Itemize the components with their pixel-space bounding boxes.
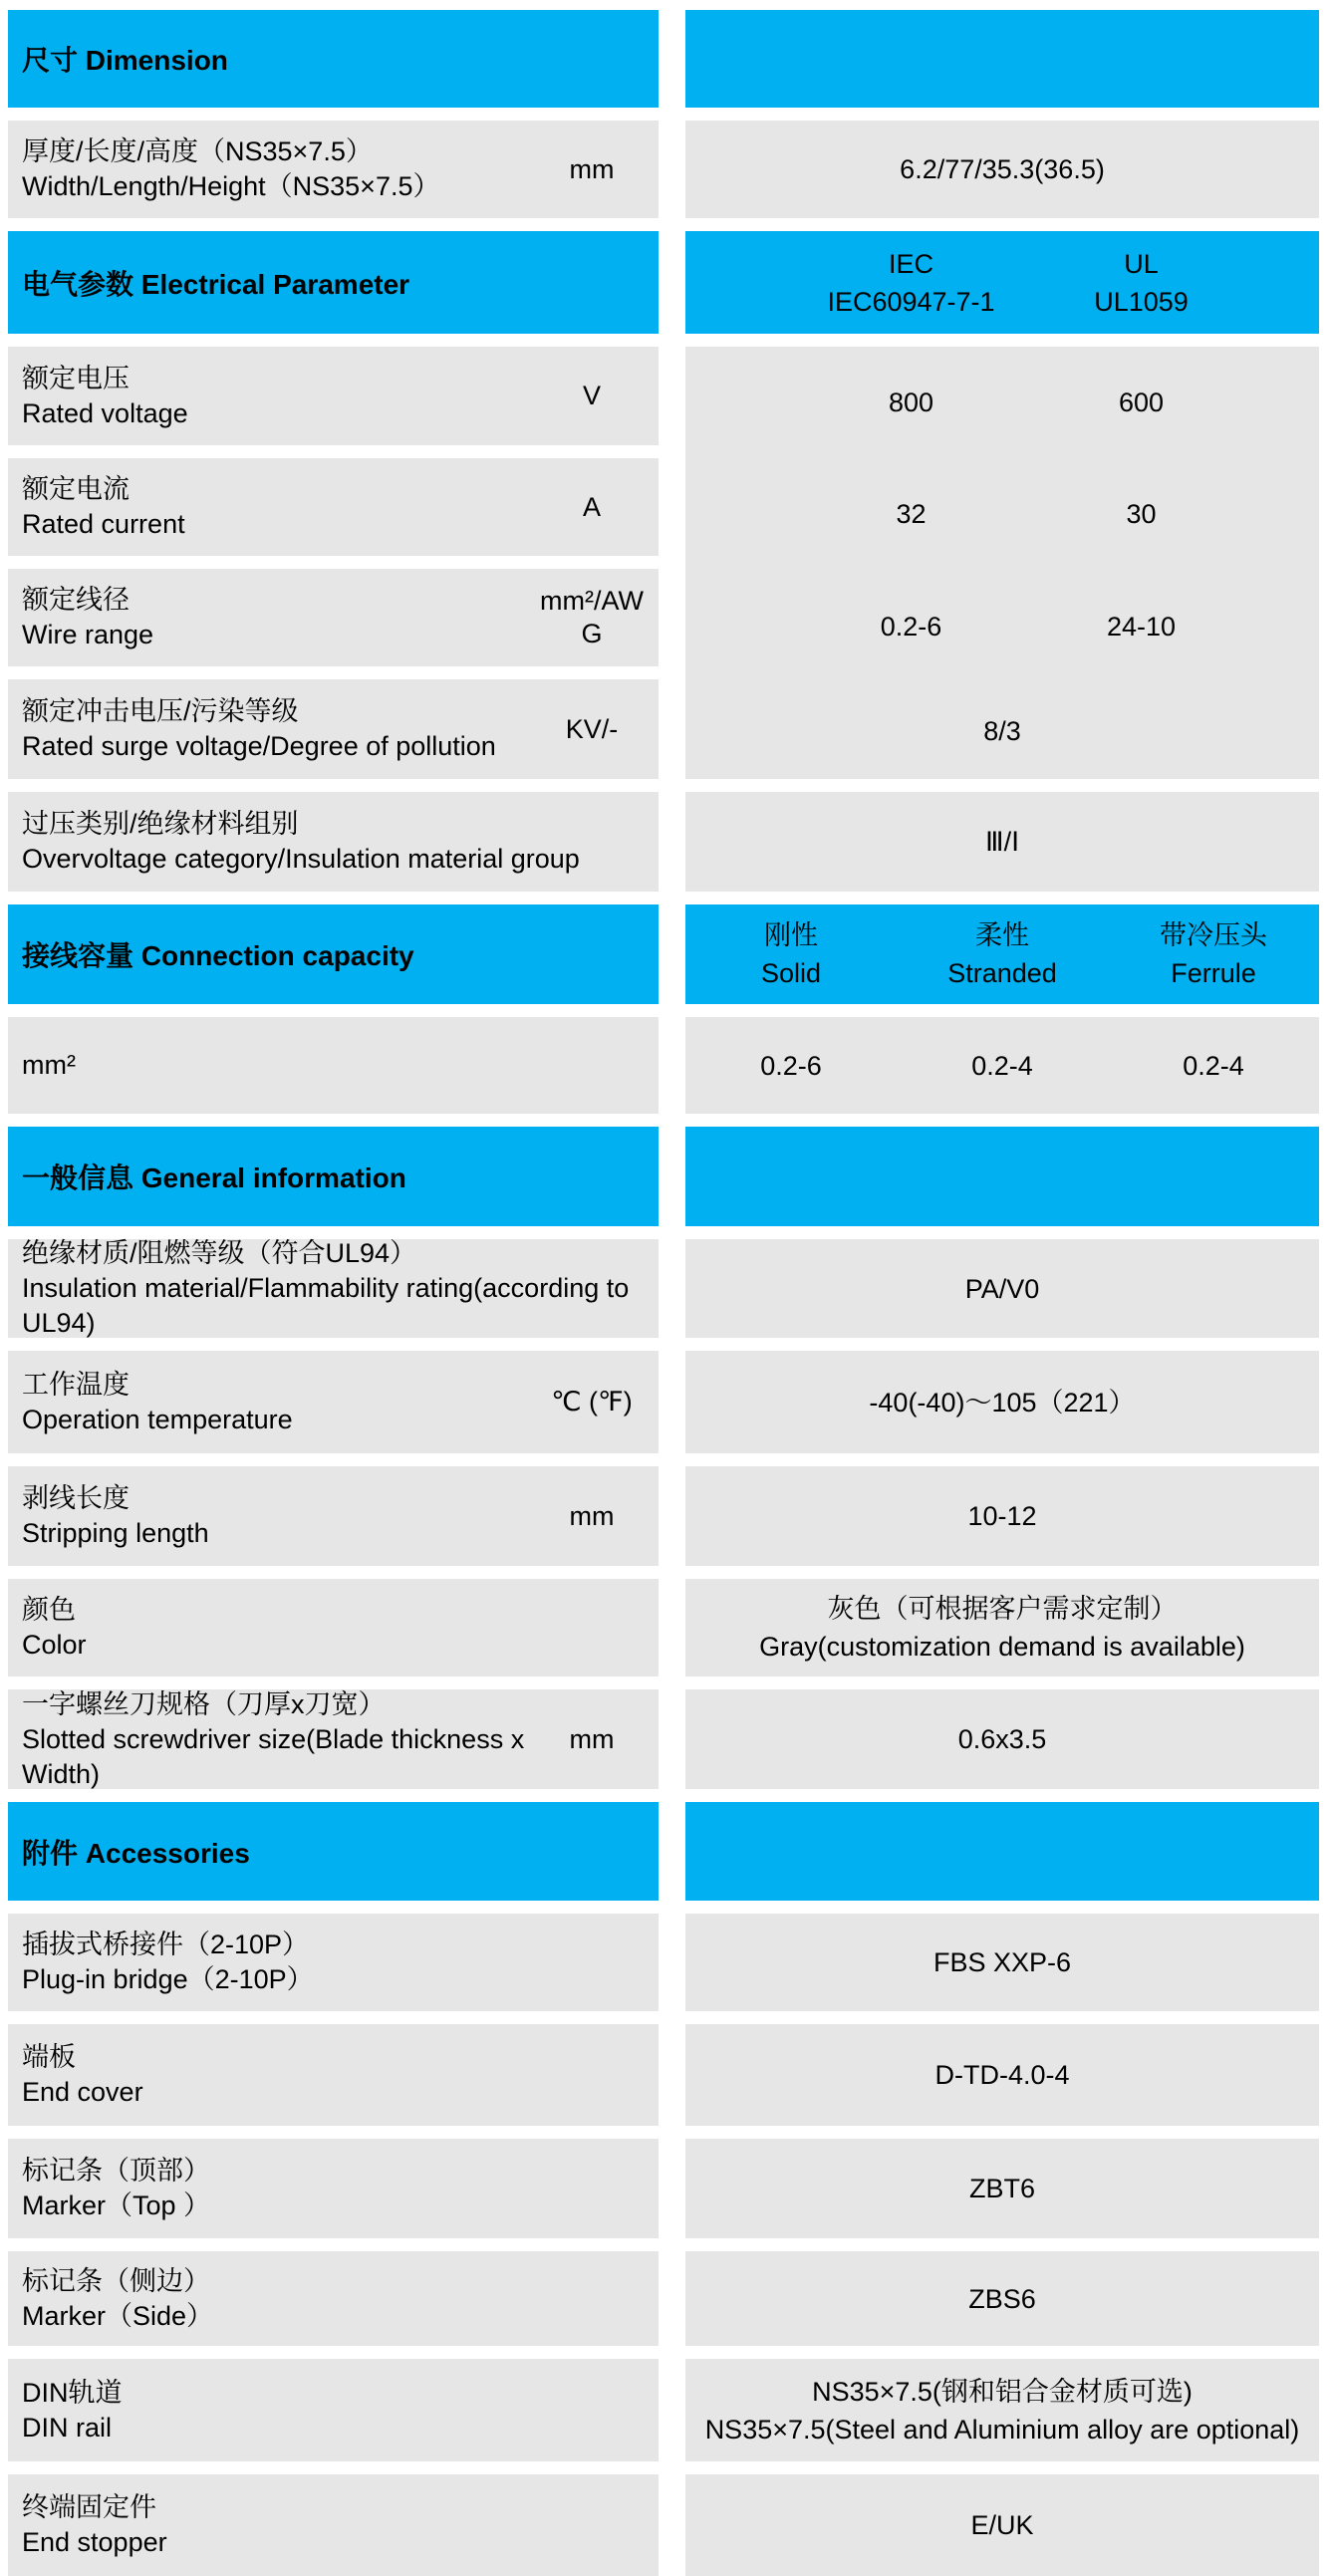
row-value-cell [685, 1239, 1319, 1338]
row-label-zh: 终端固定件 [22, 2492, 156, 2522]
value-row-rated-voltage [685, 347, 1319, 458]
row-label-en: Marker（Top ） [22, 2190, 211, 2220]
row-unit: V [582, 381, 601, 410]
row-value: E/UK [970, 2510, 1034, 2540]
row-unit: A [582, 491, 601, 522]
row-label-zh: 插拔式桥接件（2-10P） [22, 1930, 310, 1959]
spec-row-end-stopper [8, 2474, 1319, 2576]
section-dimension-title-cell [8, 10, 659, 108]
row-label-cell [8, 121, 659, 218]
row-label-en: Rated current [22, 509, 185, 539]
row-value-line1: 灰色（可根据客户需求定制） [827, 1594, 1178, 1624]
spec-row-stripping-length [8, 1466, 1319, 1566]
spec-row-din-rail [8, 2359, 1319, 2461]
row-label-cell [8, 1351, 659, 1453]
row-unit: mm²/AWG [540, 586, 644, 648]
section-connection-capacity [8, 904, 1319, 1004]
section-general-right-cell [685, 1127, 1319, 1226]
row-label-zh: 标记条（顶部） [22, 2156, 210, 2186]
row-label-en: Stripping length [22, 1518, 209, 1548]
value-row-rated-current [685, 458, 1319, 570]
value-ul: 24-10 [1106, 611, 1177, 642]
spec-row-plug-in-bridge [8, 1914, 1319, 2011]
row-label-cell [8, 569, 659, 666]
row-value: 0.6x3.5 [957, 1724, 1047, 1754]
row-value: -40(-40)～105（221） [869, 1387, 1136, 1417]
value-stranded: 0.2-4 [971, 1050, 1033, 1081]
row-value-cell [685, 2251, 1319, 2346]
section-electrical-title-cell [8, 231, 659, 334]
row-value: ZBS6 [968, 2283, 1036, 2314]
row-value: D-TD-4.0-4 [934, 2060, 1070, 2090]
spec-row-insulation [8, 1239, 1319, 1338]
section-general-title-cell [8, 1127, 659, 1226]
row-label-cell [8, 1689, 659, 1789]
row-value: 10-12 [967, 1501, 1037, 1531]
row-value-cell [685, 2139, 1319, 2238]
row-label-cell [8, 2139, 659, 2238]
col-header-iec: IEC IEC60947-7-1 [827, 248, 995, 317]
row-unit: mm [569, 1500, 615, 1531]
col-header-solid: 刚性 Solid [760, 920, 822, 988]
section-general-info [8, 1127, 1319, 1226]
row-value-line2: NS35×7.5(Steel and Aluminium alloy are optional) [704, 2414, 1300, 2445]
row-label-zh: 剥线长度 [22, 1483, 130, 1513]
value-row-wire-range [685, 570, 1319, 682]
row-value-cell [685, 121, 1319, 218]
row-value-cell [685, 1466, 1319, 1566]
row-value-line2: Gray(customization demand is available) [759, 1632, 1245, 1662]
row-unit: KV/- [565, 713, 619, 744]
row-label-zh: 额定线径 [22, 585, 130, 615]
row-label-cell [8, 1914, 659, 2011]
row-value: FBS XXP-6 [932, 1947, 1072, 1977]
section-title: 电气参数 Electrical Parameter [22, 268, 410, 300]
spec-row-screwdriver [8, 1689, 1319, 1789]
row-label-zh: 额定冲击电压/污染等级 [22, 696, 299, 726]
row-unit: ℃ (℉) [551, 1387, 633, 1417]
col-header-stranded: 柔性 Stranded [947, 920, 1057, 988]
spec-row-end-cover [8, 2024, 1319, 2126]
spec-row-dimension [8, 121, 1319, 218]
row-label-en: Plug-in bridge（2-10P） [22, 1964, 314, 1994]
row-label-zh: 端板 [22, 2042, 76, 2072]
section-connection-columns-cell [685, 904, 1319, 1004]
value-ul: 30 [1126, 499, 1157, 529]
row-label-en: Operation temperature [22, 1404, 293, 1434]
row-value-line1: NS35×7.5(钢和铝合金材质可选) [812, 2376, 1193, 2407]
row-value-cell [685, 1017, 1319, 1114]
row-label-en: Wire range [22, 620, 154, 649]
row-label-en: DIN rail [22, 2412, 113, 2443]
row-value-cell [685, 2474, 1319, 2576]
row-label-zh: 额定电流 [22, 474, 130, 504]
section-accessories-right-cell [685, 1802, 1319, 1901]
row-label-zh: 绝缘材质/阻燃等级（符合UL94） [22, 1238, 417, 1268]
section-accessories-title-cell [8, 1802, 659, 1901]
row-value-cell [685, 1351, 1319, 1453]
row-label-zh: DIN轨道 [22, 2377, 123, 2408]
spec-row-connection-mm2 [8, 1017, 1319, 1114]
row-label-en: End stopper [22, 2527, 167, 2557]
value-iec: 800 [888, 387, 934, 417]
row-label-zh: 工作温度 [22, 1369, 130, 1400]
row-value-cell [685, 792, 1319, 892]
row-label-zh: 厚度/长度/高度（NS35×7.5） [22, 136, 373, 166]
value-solid: 0.2-6 [760, 1050, 822, 1081]
electrical-group [8, 347, 1319, 779]
row-unit: mm [569, 1723, 615, 1754]
row-label-en: Rated surge voltage/Degree of pollution [22, 731, 496, 761]
section-electrical-columns-cell [685, 231, 1319, 334]
row-label-en: Marker（Side） [22, 2300, 214, 2331]
row-label-cell [8, 347, 659, 445]
row-label-en: Slotted screwdriver size(Blade thickness x Width) [22, 1723, 525, 1789]
row-label-cell [8, 1466, 659, 1566]
value-ferrule: 0.2-4 [1183, 1050, 1244, 1081]
electrical-group-labels [8, 347, 659, 779]
row-label-cell [8, 792, 659, 892]
section-connection-title-cell [8, 904, 659, 1004]
row-label-en: Rated voltage [22, 397, 188, 428]
row-label-cell [8, 1017, 659, 1114]
section-title: 接线容量 Connection capacity [22, 940, 414, 971]
section-accessories [8, 1802, 1319, 1901]
row-label-zh: 额定电压 [22, 363, 130, 393]
section-title: 尺寸 Dimension [22, 45, 228, 76]
spec-row-operation-temperature [8, 1351, 1319, 1453]
row-label-cell [8, 458, 659, 556]
row-value: PA/V0 [964, 1273, 1040, 1304]
row-label-cell [8, 1239, 659, 1338]
row-label-en: Width/Length/Height（NS35×7.5） [22, 171, 440, 201]
electrical-group-values [685, 347, 1319, 779]
row-label-en: End cover [22, 2077, 143, 2107]
spec-row-marker-side [8, 2251, 1319, 2346]
row-value-cell [685, 2359, 1319, 2461]
row-value: 8/3 [983, 715, 1021, 746]
row-unit: mm [569, 153, 615, 184]
section-dimension [8, 10, 1319, 108]
section-title: 附件 Accessories [22, 1837, 250, 1869]
col-header-ferrule: 带冷压头 Ferrule [1160, 920, 1267, 988]
row-label-zh: 一字螺丝刀规格（刀厚x刀宽） [22, 1688, 386, 1719]
spec-row-overvoltage [8, 792, 1319, 892]
row-label-cell [8, 1579, 659, 1676]
row-label-en: Color [22, 1630, 87, 1660]
value-iec: 32 [896, 499, 927, 529]
spec-row-color [8, 1579, 1319, 1676]
spec-row-marker-top [8, 2139, 1319, 2238]
row-label-zh: mm² [22, 1050, 76, 1080]
value-iec: 0.2-6 [880, 611, 942, 642]
row-label-cell [8, 679, 659, 779]
row-label-zh: 标记条（侧边） [22, 2265, 210, 2296]
row-label-cell [8, 2474, 659, 2576]
section-electrical [8, 231, 1319, 334]
row-value-cell [685, 1689, 1319, 1789]
row-label-cell [8, 2251, 659, 2346]
section-dimension-right-cell [685, 10, 1319, 108]
row-value-cell [685, 2024, 1319, 2126]
row-value-cell [685, 1579, 1319, 1676]
row-label-cell [8, 2024, 659, 2126]
row-label-zh: 过压类别/绝缘材料组别 [22, 809, 299, 839]
row-label-cell [8, 2359, 659, 2461]
section-title: 一般信息 General information [22, 1162, 406, 1193]
row-label-en: Insulation material/Flammability rating(according to UL94) [22, 1273, 630, 1338]
value-row-surge [685, 682, 1319, 779]
row-value: Ⅲ/Ⅰ [984, 827, 1020, 857]
row-value: 6.2/77/35.3(36.5) [900, 154, 1105, 184]
row-label-zh: 颜色 [22, 1595, 76, 1625]
row-value-cell [685, 1914, 1319, 2011]
row-value: ZBT6 [968, 2174, 1035, 2203]
col-header-ul: UL UL1059 [1094, 248, 1189, 317]
row-label-en: Overvoltage category/Insulation material group [22, 844, 580, 874]
value-ul: 600 [1118, 387, 1165, 417]
